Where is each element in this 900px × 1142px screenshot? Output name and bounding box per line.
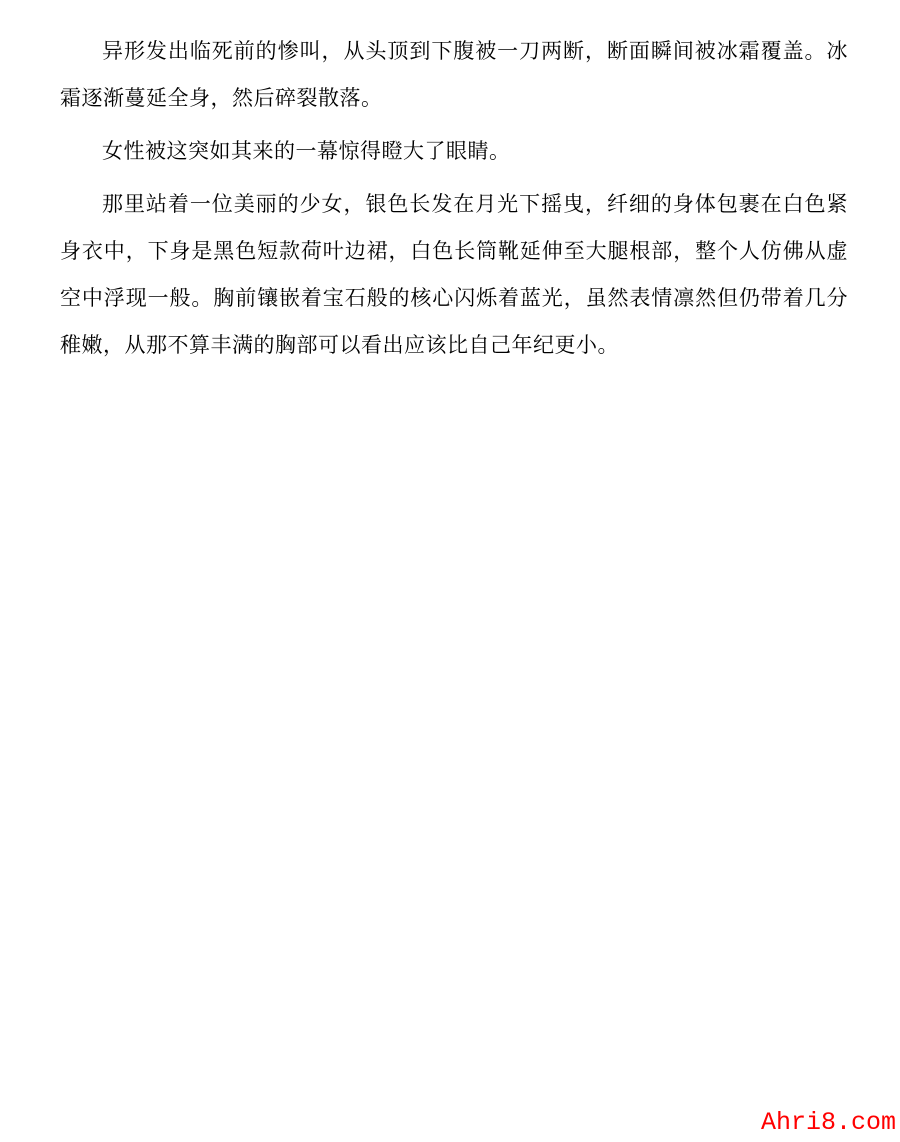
- paragraph-3: 那里站着一位美丽的少女，银色长发在月光下摇曳，纤细的身体包裹在白色紧身衣中，下身是黑色短款荷叶边裙，白色长筒靴延伸至大腿根部，整个人仿佛从虚空中浮现一般。胸前镶嵌着宝石般的核心闪烁着蓝光，虽然表情凛然但仍带着几分稚嫩，从那不算丰满的胸部可以看出应该比自己年纪更小。: [60, 193, 848, 357]
- site-watermark: Ahri8.com: [760, 1107, 896, 1137]
- paragraph-2: 女性被这突如其来的一幕惊得瞪大了眼睛。: [102, 140, 511, 163]
- paragraph-1: 异形发出临死前的惨叫，从头顶到下腹被一刀两断，断面瞬间被冰霜覆盖。冰霜逐渐蔓延全身，然后碎裂散落。: [60, 40, 848, 110]
- novel-text-block: [60, 28, 848, 375]
